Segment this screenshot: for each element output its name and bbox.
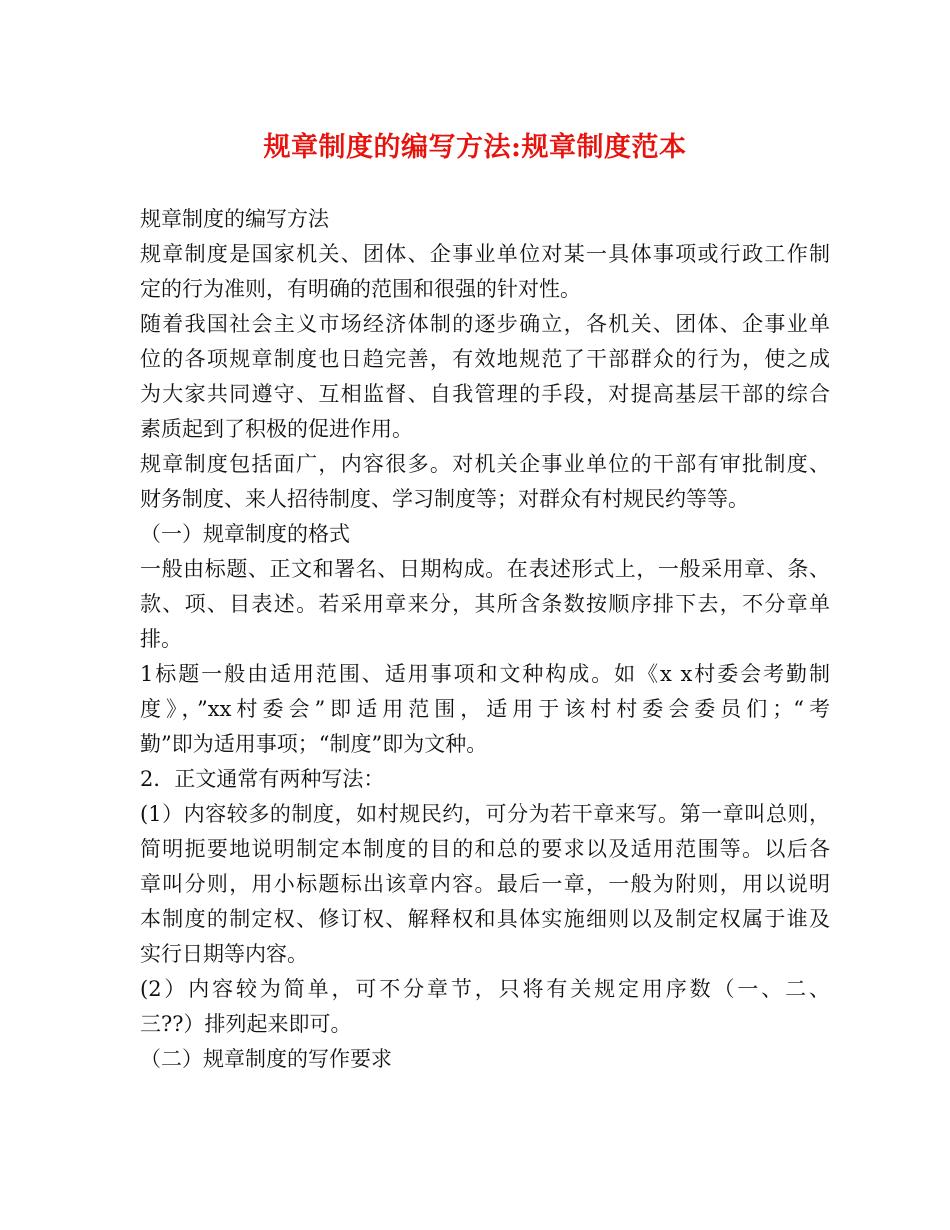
paragraph-line: 勤”即为适用事项；“制度”即为文种。 <box>140 732 488 756</box>
paragraph-line: 位的各项规章制度也日趋完善，有效地规范了干部群众的行为，使之成 <box>140 347 830 371</box>
paragraph-line: 三??）排列起来即可。 <box>140 1012 352 1036</box>
document-title: 规章制度的编写方法:规章制度范本 <box>263 132 687 163</box>
paragraph-line: 财务制度、来人招待制度、学习制度等；对群众有村规民约等等。 <box>140 487 749 511</box>
paragraph-line: 款、项、目表述。若采用章来分，其所含条数按顺序排下去，不分章单 <box>140 592 830 616</box>
paragraph-line: 一般由标题、正文和署名、日期构成。在表述形式上，一般采用章、条、 <box>140 557 830 581</box>
section-heading: （二）规章制度的写作要求 <box>140 1047 392 1071</box>
paragraph-line: 章叫分则，用小标题标出该章内容。最后一章，一般为附则，用以说明 <box>140 872 830 896</box>
paragraph-line: 规章制度是国家机关、团体、企事业单位对某一具体事项或行政工作制 <box>140 242 830 266</box>
paragraph-line: 为大家共同遵守、互相监督、自我管理的手段，对提高基层干部的综合 <box>140 382 830 406</box>
paragraph-line: 定的行为准则，有明确的范围和很强的针对性。 <box>140 277 581 301</box>
paragraph-line: 简明扼要地说明制定本制度的目的和总的要求以及适用范围等。以后各 <box>140 837 830 861</box>
paragraph-line: (1）内容较多的制度，如村规民约，可分为若干章来写。第一章叫总则， <box>140 802 830 826</box>
section-heading: （一）规章制度的格式 <box>140 522 350 546</box>
paragraph-line: 本制度的制定权、修订权、解释权和具体实施细则以及制定权属于谁及 <box>140 907 830 931</box>
paragraph-line: 随着我国社会主义市场经济体制的逐步确立，各机关、团体、企事业单 <box>140 312 830 336</box>
paragraph-line: 实行日期等内容。 <box>140 942 308 966</box>
paragraph-line: 2．正文通常有两种写法： <box>140 767 385 791</box>
paragraph-line: 排。 <box>140 627 182 651</box>
document-body <box>140 202 830 1077</box>
paragraph-line: 1标题一般由适用范围、适用事项和文种构成。如《x x村委会考勤制 <box>140 662 830 686</box>
paragraph-line: (2）内容较为简单，可不分章节，只将有关规定用序数（一、二、 <box>140 977 830 1001</box>
paragraph-line: 素质起到了积极的促进作用。 <box>140 417 413 441</box>
paragraph-line: 度》，”xx村委会”即适用范围，适用于该村村委会委员们；“考 <box>140 697 830 721</box>
paragraph-line: 规章制度包括面广，内容很多。对机关企事业单位的干部有审批制度、 <box>140 452 830 476</box>
section-heading: 规章制度的编写方法 <box>140 207 329 231</box>
